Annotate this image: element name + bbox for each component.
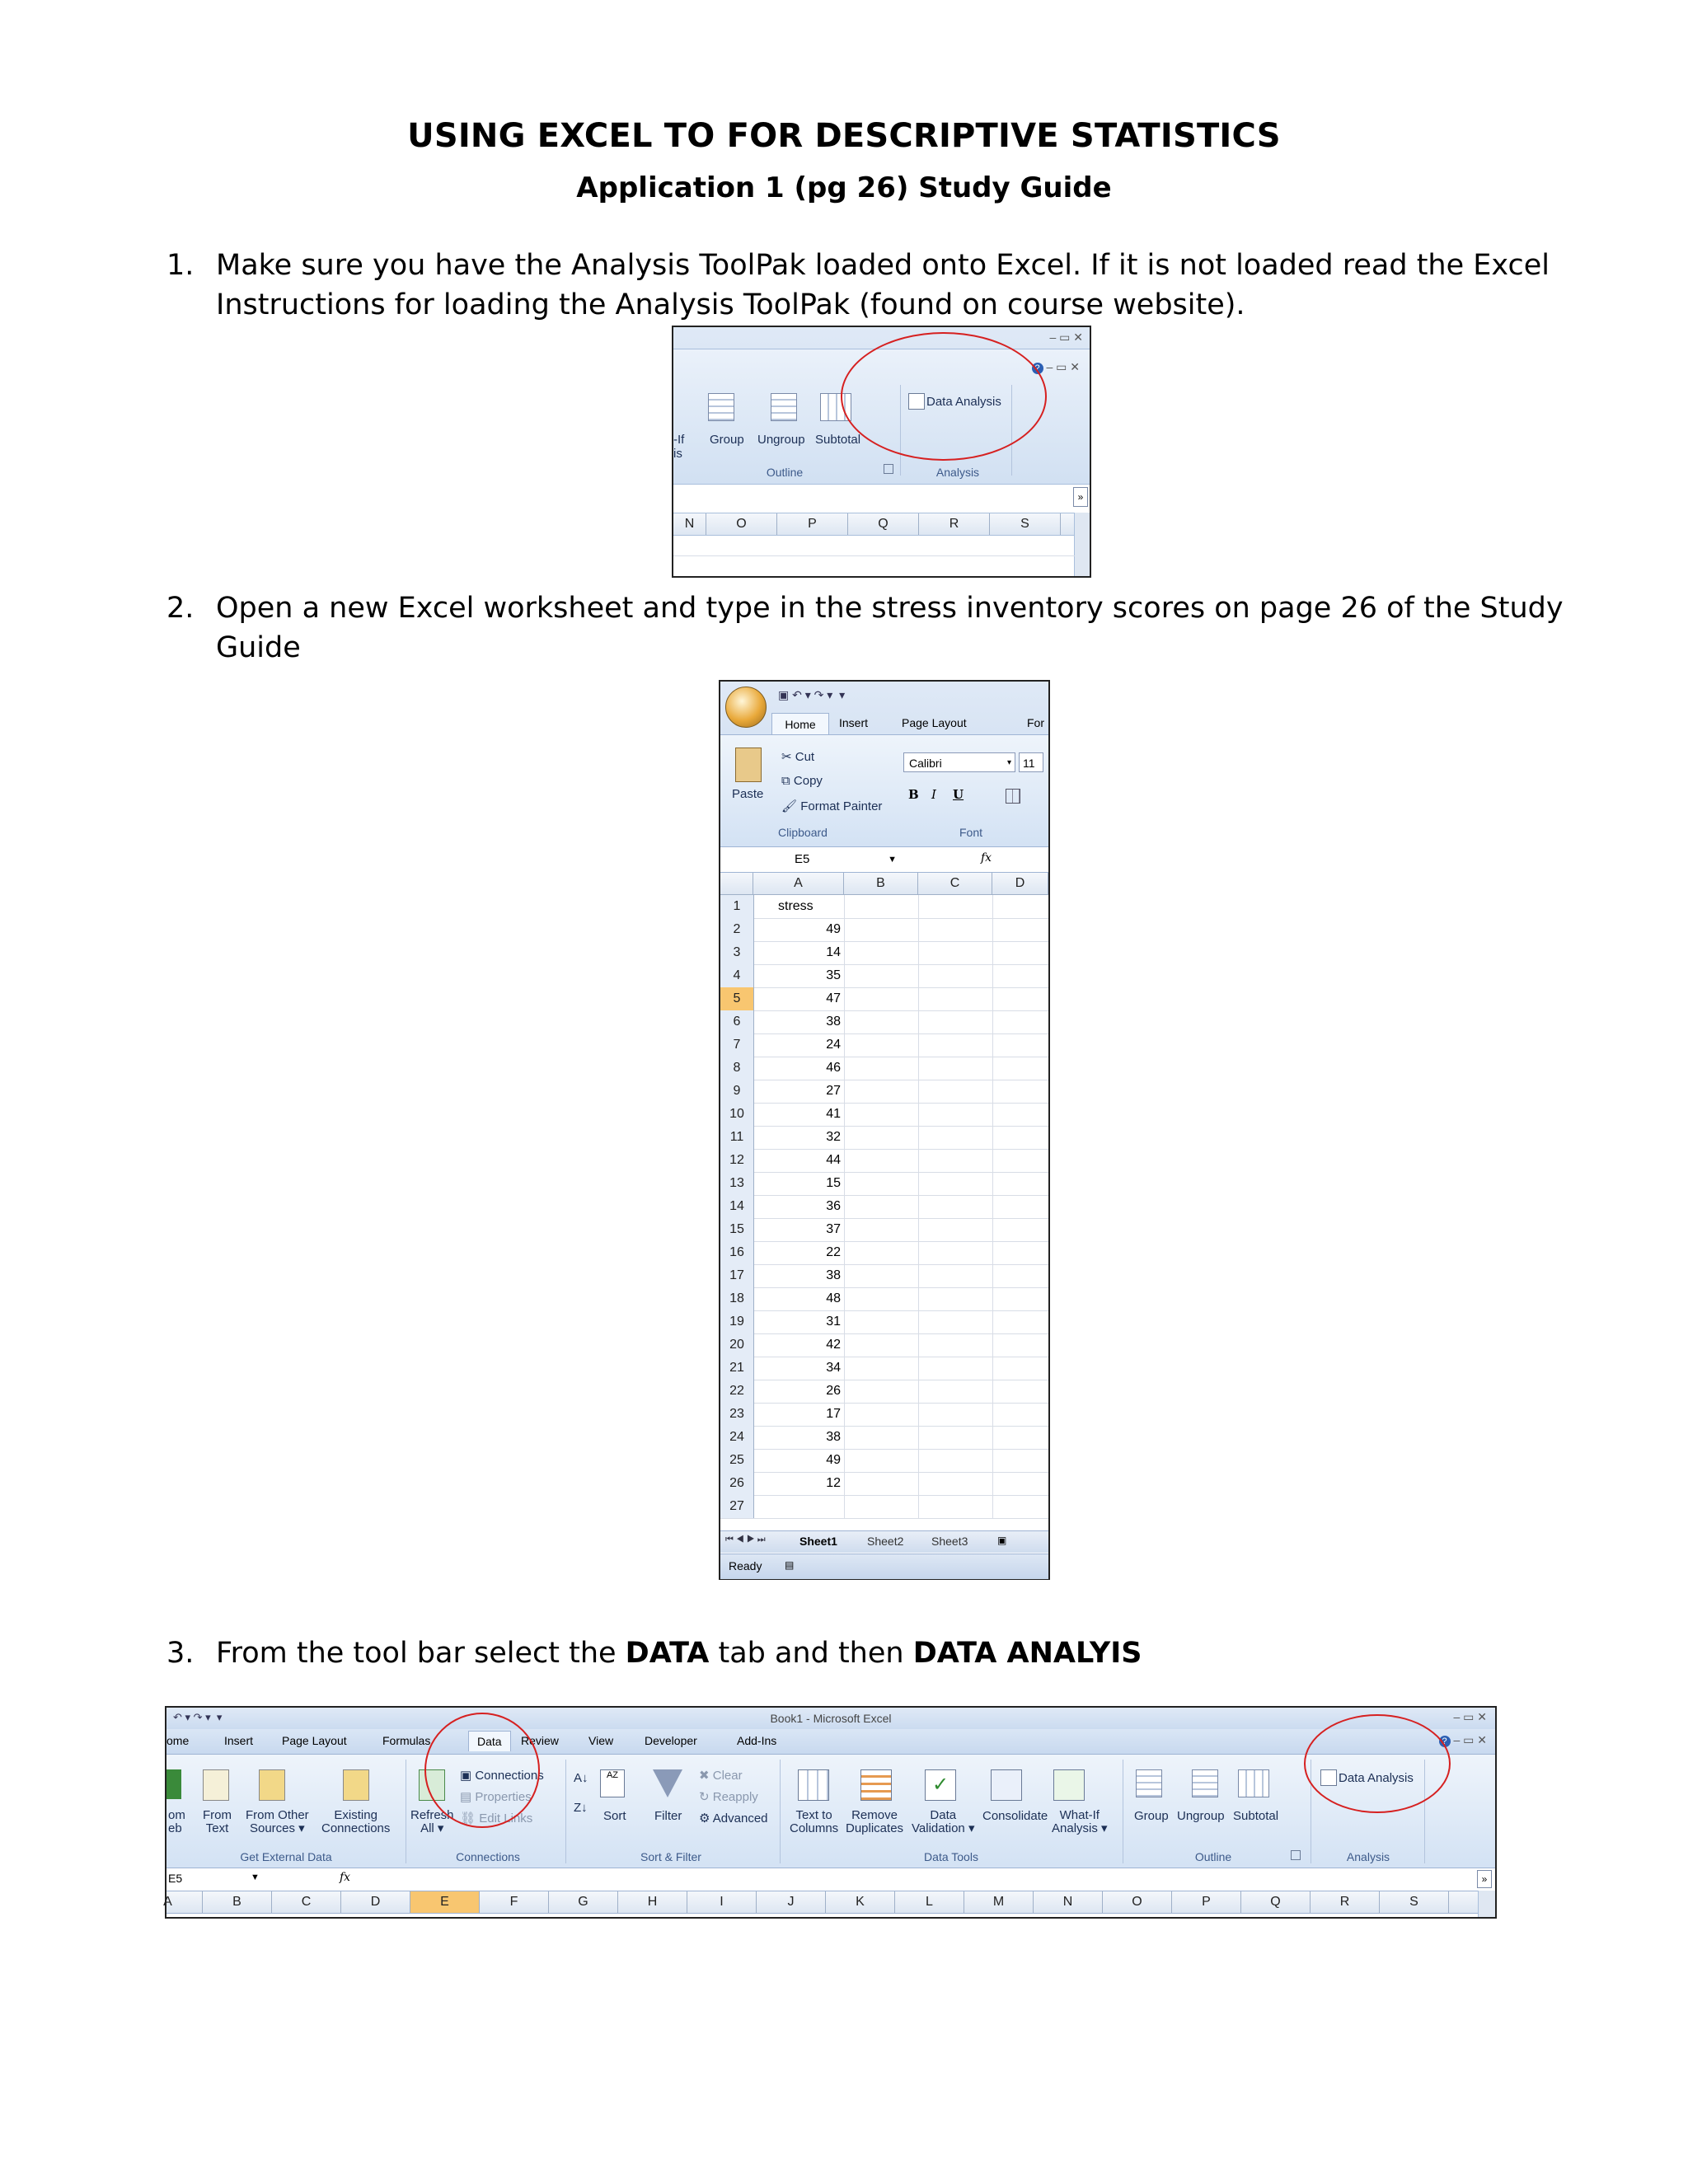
column-header[interactable]: P [777,513,848,535]
row-header[interactable]: 11 [720,1126,754,1149]
tab-formulas[interactable]: Formulas [382,1734,431,1747]
group-button[interactable]: Group [1134,1809,1169,1823]
row-header[interactable]: 21 [720,1357,754,1380]
cut-button[interactable]: ✂ Cut [781,750,815,764]
table-row [720,1357,1048,1380]
table-row [720,895,1048,919]
dialog-launcher-icon[interactable] [884,464,893,474]
row-header[interactable]: 6 [720,1010,754,1033]
table-row [720,1403,1048,1427]
what-if-analysis-icon[interactable] [1053,1769,1085,1801]
ungroup-button[interactable]: Ungroup [757,433,805,447]
paste-button[interactable]: Paste [732,787,764,801]
row-header[interactable]: 12 [720,1149,754,1172]
sheet-tab-2[interactable]: Sheet2 [867,1535,904,1548]
row-header[interactable]: 1 [720,895,754,918]
chevron-down-icon: ▼ [888,855,897,865]
ungroup-button[interactable]: Ungroup [1177,1809,1225,1823]
table-row [720,1472,1048,1496]
select-all-corner[interactable] [720,873,753,894]
column-header[interactable]: Q [848,513,919,535]
column-header[interactable]: B [203,1891,272,1913]
edit-links-button[interactable]: ⛓ Edit Links [460,1811,533,1825]
cell-a[interactable]: 34 [826,1361,841,1375]
step-number: 2. [166,592,195,625]
table-row [720,1103,1048,1127]
clear-icon: ✖ [699,1769,713,1783]
column-header[interactable]: N [1034,1891,1103,1913]
sort-filter-group-label: Sort & Filter [640,1850,701,1863]
cell-a[interactable]: 17 [826,1407,841,1421]
row-header[interactable]: 10 [720,1103,754,1126]
sheet-tab-1[interactable]: Sheet1 [799,1535,837,1548]
column-header[interactable]: Q [1241,1891,1311,1913]
document-subtitle: Application 1 (pg 26) Study Guide [576,171,1112,204]
cell-a[interactable]: 27 [826,1084,841,1098]
scissors-icon: ✂ [781,750,795,764]
step-1 [166,246,1650,328]
data-analysis-button[interactable]: Data Analysis [1339,1771,1414,1785]
row-header[interactable]: 27 [720,1495,754,1518]
help-icon[interactable]: ? [1032,363,1043,374]
column-header[interactable]: D [992,873,1048,894]
borders-icon[interactable] [1006,789,1020,804]
from-other-sources-button[interactable]: From Other Sources ▾ [246,1808,309,1835]
column-header[interactable]: D [341,1891,410,1913]
tab-page-layout[interactable]: Page Layout [282,1734,347,1747]
group-button[interactable]: Group [710,433,744,447]
cell-a[interactable]: 14 [826,945,841,959]
vertical-scrollbar[interactable] [1478,1891,1495,1917]
status-bar [720,1554,1048,1579]
reapply-button[interactable]: ↻ Reapply [699,1790,758,1804]
table-row [720,1264,1048,1288]
row-header[interactable]: 5 [720,987,754,1010]
formula-bar[interactable] [673,484,1090,509]
sheet-nav-icons[interactable]: ⏮ ◀ ▶ ⏭ [725,1535,766,1544]
underline-button[interactable]: U [953,787,964,802]
cell-a[interactable]: 24 [826,1038,841,1052]
row-header[interactable]: 9 [720,1080,754,1103]
from-web-button[interactable]: om eb [168,1808,185,1835]
screenshot-analysis-toolpak [672,326,1091,578]
sort-za-icon[interactable]: Z↓ [574,1801,588,1815]
column-header[interactable]: O [706,513,777,535]
highlight-circle [841,332,1047,461]
data-analysis-button[interactable]: Data Analysis [926,395,1001,409]
edit-links-icon: ⛓ [460,1811,480,1825]
quick-access-toolbar[interactable]: ↶ ▾ ↷ ▾ ▾ [173,1711,223,1723]
document-title: USING EXCEL TO FOR DESCRIPTIVE STATISTICS [407,117,1281,155]
step-text: Make sure you have the Analysis ToolPak loaded onto Excel. If it is not loaded read the Excel Instructions for loading the Analysis ToolPak (found on course website). [216,249,1550,321]
window-controls[interactable]: – ▭ ✕ [1453,1710,1487,1723]
column-header[interactable]: P [1172,1891,1241,1913]
bold-button[interactable]: B [908,787,919,802]
advanced-icon: ⚙ [699,1811,713,1825]
tab-formulas[interactable]: For [1027,716,1044,729]
tab-insert[interactable]: Insert [224,1734,254,1747]
column-header[interactable]: S [1380,1891,1449,1913]
analysis-group-label: Analysis [1346,1850,1390,1863]
row-header[interactable]: 15 [720,1218,754,1241]
table-row [720,1126,1048,1150]
step-number: 1. [166,249,195,282]
chevron-down-icon: ▼ [251,1872,260,1882]
table-row [720,1149,1048,1173]
from-web-icon[interactable] [166,1769,181,1799]
tab-data[interactable]: Data [468,1731,511,1751]
outline-group-label: Outline [766,466,804,479]
sheet-tabs-bar [720,1530,1048,1553]
cell-a[interactable]: 48 [826,1291,841,1305]
name-box[interactable]: E5 [168,1872,183,1885]
from-text-icon[interactable] [203,1769,229,1801]
row-header[interactable]: 17 [720,1264,754,1287]
expand-icon[interactable]: » [1477,1870,1492,1888]
subtotal-button[interactable]: Subtotal [815,433,861,447]
cell-a[interactable]: 15 [826,1176,841,1190]
fx-button[interactable]: fx [340,1871,351,1884]
table-row [720,918,1048,942]
get-external-data-label: Get External Data [240,1850,332,1863]
help-controls[interactable]: ? – ▭ ✕ [1032,360,1080,374]
cell-a[interactable]: 26 [826,1384,841,1398]
row-header[interactable]: 7 [720,1033,754,1057]
highlight-circle-data-analysis [1304,1714,1451,1813]
reapply-icon: ↻ [699,1790,713,1804]
table-row [720,1172,1048,1196]
row-header[interactable]: 8 [720,1057,754,1080]
table-row [720,1080,1048,1104]
step-number: 3. [166,1637,195,1670]
cell-a[interactable]: 32 [826,1130,841,1144]
table-row [720,964,1048,988]
window-controls[interactable]: – ▭ ✕ [1049,330,1083,344]
fx-button[interactable]: fx [981,851,992,865]
remove-duplicates-icon[interactable] [860,1769,892,1801]
status-text: Ready [729,1559,762,1572]
table-row [720,1033,1048,1057]
cell-a[interactable]: 42 [826,1338,841,1352]
column-headers [163,1891,1495,1914]
table-row [720,987,1048,1011]
group-icon[interactable] [708,393,734,421]
copy-icon: ⧉ [781,774,794,788]
column-header[interactable]: S [990,513,1061,535]
window-title: Book1 - Microsoft Excel [770,1712,892,1725]
column-headers [673,513,1090,536]
cell-a[interactable]: 38 [826,1268,841,1282]
table-row [720,1333,1048,1357]
cell-a[interactable]: 46 [826,1061,841,1075]
row-header[interactable]: 4 [720,964,754,987]
cell-a[interactable]: 35 [826,968,841,982]
column-header[interactable]: A [134,1891,203,1913]
macro-record-icon[interactable]: ▤ [785,1559,795,1571]
paste-icon[interactable] [735,748,762,782]
table-row [720,1010,1048,1034]
table-row [720,1426,1048,1450]
column-header[interactable]: M [964,1891,1034,1913]
sort-az-icon[interactable]: A↓ [574,1771,588,1785]
column-header[interactable]: K [826,1891,895,1913]
column-header[interactable]: F [480,1891,549,1913]
row-header[interactable]: 22 [720,1380,754,1403]
step-2 [166,588,1650,664]
advanced-button[interactable]: ⚙ Advanced [699,1811,768,1825]
ungroup-icon[interactable] [771,393,797,421]
cell-a[interactable]: 47 [826,991,841,1005]
connections-group-label: Connections [456,1850,520,1863]
highlight-circle-data-tab [424,1713,540,1828]
row-header[interactable]: 20 [720,1333,754,1357]
tab-insert[interactable]: Insert [839,716,869,729]
sheet-tab-3[interactable]: Sheet3 [931,1535,968,1548]
clear-button[interactable]: ✖ Clear [699,1769,743,1783]
office-button[interactable] [725,687,767,728]
column-header[interactable]: A [753,873,844,894]
cell-a[interactable]: 38 [826,1430,841,1444]
row-header[interactable]: 16 [720,1241,754,1264]
font-size-select[interactable]: 11 [1019,752,1043,772]
subtotal-button[interactable]: Subtotal [1233,1809,1279,1823]
column-header[interactable]: N [673,513,706,535]
column-header[interactable]: L [895,1891,964,1913]
row-header[interactable]: 25 [720,1449,754,1472]
table-row [720,1380,1048,1404]
filter-button[interactable]: Filter [654,1809,682,1823]
cell-a[interactable]: 38 [826,1015,841,1029]
column-header[interactable]: I [687,1891,757,1913]
format-painter-button[interactable]: 🖌 Format Painter [781,799,883,813]
consolidate-icon[interactable] [991,1769,1022,1801]
data-validation-button[interactable]: Data Validation ▾ [912,1808,975,1835]
connections-button[interactable]: ▣ Connections [460,1769,544,1783]
tab-developer[interactable]: Developer [645,1734,697,1747]
tab-ome[interactable]: ome [166,1734,190,1747]
row-header[interactable]: 23 [720,1403,754,1426]
outline-group-label: Outline [1194,1850,1232,1863]
dialog-launcher-icon[interactable] [1291,1850,1301,1860]
column-header[interactable]: R [919,513,990,535]
expand-icon[interactable]: » [1073,487,1088,507]
row-header[interactable]: 3 [720,941,754,964]
help-controls[interactable]: ? – ▭ ✕ [1439,1733,1487,1747]
step-text: From the tool bar select the DATA tab and then DATA ANALYIS [216,1637,1142,1670]
formula-bar[interactable] [166,1868,1495,1890]
table-row [720,1218,1048,1242]
remove-duplicates-button[interactable]: Remove Duplicates [846,1808,904,1835]
cell-a[interactable]: 44 [826,1153,841,1167]
table-row [720,1287,1048,1311]
filter-icon[interactable] [653,1769,682,1797]
refresh-all-button[interactable]: Refresh All ▾ [410,1808,454,1835]
step-text: Open a new Excel worksheet and type in the stress inventory scores on page 26 of the Study Guide [216,592,1564,664]
column-header[interactable]: H [618,1891,687,1913]
cell-a[interactable]: 37 [826,1222,841,1236]
column-header[interactable]: B [844,873,918,894]
column-header[interactable]: O [1103,1891,1172,1913]
properties-icon: ▤ [460,1790,476,1804]
column-header[interactable]: R [1311,1891,1380,1913]
table-row [720,1195,1048,1219]
tab-review[interactable]: Review [521,1734,559,1747]
sort-button[interactable]: Sort [603,1809,626,1823]
screenshot-stress-worksheet [719,680,1050,1580]
row-header[interactable]: 26 [720,1472,754,1495]
ribbon-tabs [166,1729,1495,1754]
analysis-group-label: Analysis [935,466,980,479]
cell-a[interactable]: 49 [826,1453,841,1467]
ungroup-icon[interactable] [1192,1769,1218,1797]
table-row [720,1449,1048,1473]
font-name-select[interactable]: Calibri ▾ [903,752,1015,772]
from-text-button[interactable]: From Text [203,1808,232,1835]
name-box[interactable]: E5 ▼ [720,850,902,869]
insert-sheet-icon[interactable]: ▣ [997,1535,1007,1546]
sort-icon[interactable]: AZ [600,1769,625,1797]
tab-view[interactable]: View [588,1734,614,1747]
font-group-label: Font [959,826,982,839]
row-header[interactable]: 24 [720,1426,754,1449]
consolidate-button[interactable]: Consolidate [982,1809,1048,1823]
whatif-fragment-2: is [673,447,682,461]
table-row [720,941,1048,965]
ribbon-tabs [771,713,1048,734]
existing-connections-icon[interactable] [343,1769,369,1801]
vertical-scrollbar[interactable] [1074,513,1090,576]
table-row [720,1310,1048,1334]
connections-icon: ▣ [460,1769,476,1783]
text-to-columns-button[interactable]: Text to Columns [790,1808,839,1835]
row-header[interactable]: 19 [720,1310,754,1333]
table-row [720,1241,1048,1265]
column-header[interactable]: E [410,1891,480,1913]
row-header[interactable]: 18 [720,1287,754,1310]
clipboard-group-label: Clipboard [778,826,828,839]
row-header[interactable]: 2 [720,918,754,941]
brush-icon: 🖌 [781,799,801,813]
cell-a[interactable]: 36 [826,1199,841,1213]
what-if-analysis-button[interactable]: What-If Analysis ▾ [1052,1808,1108,1835]
cell-a[interactable]: 12 [826,1476,841,1490]
chevron-down-icon: ▾ [1006,758,1011,767]
existing-connections-button[interactable]: Existing Connections [321,1808,391,1835]
screenshot-data-ribbon [165,1706,1497,1919]
step-3 [166,1633,1650,1675]
tab-add-ins[interactable]: Add-Ins [737,1734,777,1747]
cell-a[interactable]: 31 [826,1315,841,1329]
column-header[interactable]: C [918,873,992,894]
data-validation-icon[interactable]: ✓ [925,1769,956,1801]
data-tools-group-label: Data Tools [924,1850,978,1863]
table-row [720,1057,1048,1080]
help-icon[interactable]: ? [1439,1736,1451,1747]
cell-a[interactable]: stress [778,899,814,913]
whatif-fragment: -If [673,433,685,447]
cell-a[interactable]: 49 [826,922,841,936]
column-header[interactable]: J [757,1891,826,1913]
column-header[interactable]: G [549,1891,618,1913]
row-header[interactable]: 13 [720,1172,754,1195]
copy-button[interactable]: ⧉ Copy [781,774,823,788]
group-icon[interactable] [1136,1769,1162,1797]
worksheet-grid[interactable] [720,895,1048,1518]
table-row [720,1495,1048,1519]
row-header[interactable]: 14 [720,1195,754,1218]
text-to-columns-icon[interactable] [798,1769,829,1801]
cell-a[interactable]: 22 [826,1245,841,1259]
tab-home[interactable]: Home [771,713,829,735]
properties-button[interactable]: ▤ Properties [460,1790,532,1804]
subtotal-icon[interactable] [1238,1769,1269,1797]
quick-access-toolbar[interactable]: ▣ ↶ ▾ ↷ ▾ ▾ [778,688,846,701]
from-other-sources-icon[interactable] [259,1769,285,1801]
cell-a[interactable]: 41 [826,1107,841,1121]
cell-a[interactable] [753,1495,844,1518]
italic-button[interactable]: I [931,787,936,802]
column-headers [720,873,1048,895]
tab-page-layout[interactable]: Page Layout [902,716,967,729]
column-header[interactable]: C [272,1891,341,1913]
